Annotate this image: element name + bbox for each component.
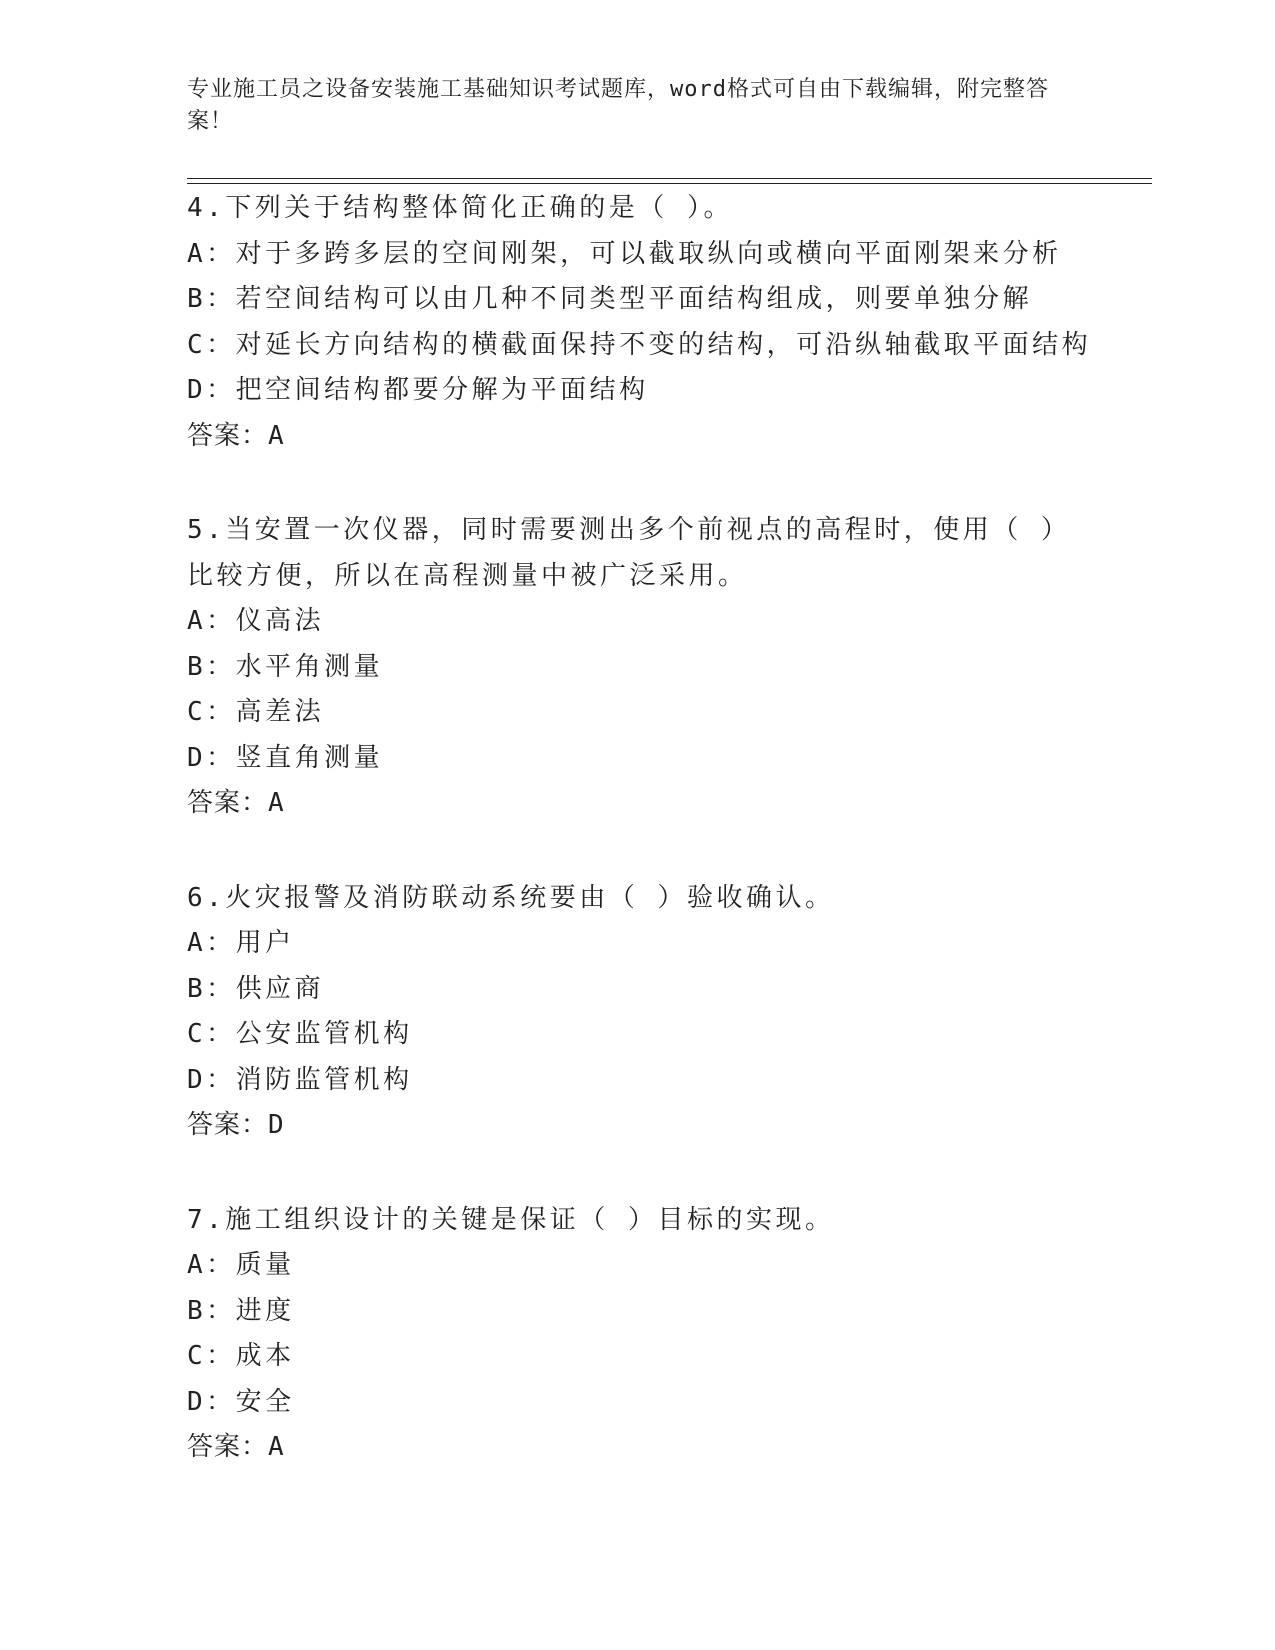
answer-line: 答案：A [187,420,285,451]
option-d: D：把空间结构都要分解为平面结构 [187,375,649,405]
option-a: A：仪高法 [187,606,325,636]
option-c: C：对延长方向结构的横截面保持不变的结构，可沿纵轴截取平面结构 [187,329,1092,360]
option-b: B：水平角测量 [187,651,384,682]
option-c: C：公安监管机构 [187,1019,413,1049]
header-divider-bottom [187,183,1152,184]
question-stem: 5.当安置一次仪器，同时需要测出多个前视点的高程时，使用（ ）比较方便，所以在高程测量中被广泛采用。 [187,515,1058,591]
option-c: C：高差法 [187,697,325,727]
option-a: A：质量 [187,1250,295,1280]
question-stem: 6.火灾报警及消防联动系统要由（ ）验收确认。 [187,882,835,913]
option-d: D：竖直角测量 [187,742,384,773]
document-header: 专业施工员之设备安装施工基础知识考试题库，word格式可自由下载编辑，附完整答案！ [187,77,1049,134]
option-b: B：供应商 [187,973,325,1004]
answer-line: 答案：A [187,1432,285,1462]
option-b: B：若空间结构可以由几种不同类型平面结构组成，则要单独分解 [187,284,1033,314]
answer-line: 答案：A [187,788,285,818]
question-item [187,1198,1087,1471]
option-b: B：进度 [187,1295,295,1326]
option-d: D：安全 [187,1386,295,1417]
option-c: C：成本 [187,1341,295,1371]
question-stem: 4.下列关于结构整体简化正确的是（ ）。 [187,193,733,223]
answer-line: 答案：D [187,1110,285,1140]
option-a: A：对于多跨多层的空间刚架，可以截取纵向或横向平面刚架来分析 [187,238,1062,269]
question-stem: 7.施工组织设计的关键是保证（ ）目标的实现。 [187,1204,835,1235]
question-item [187,876,1087,1149]
question-list [187,186,1092,1520]
header-divider-top [187,178,1152,179]
question-item [187,508,1087,827]
question-item [187,186,1092,459]
option-a: A：用户 [187,928,295,958]
option-d: D：消防监管机构 [187,1064,413,1095]
